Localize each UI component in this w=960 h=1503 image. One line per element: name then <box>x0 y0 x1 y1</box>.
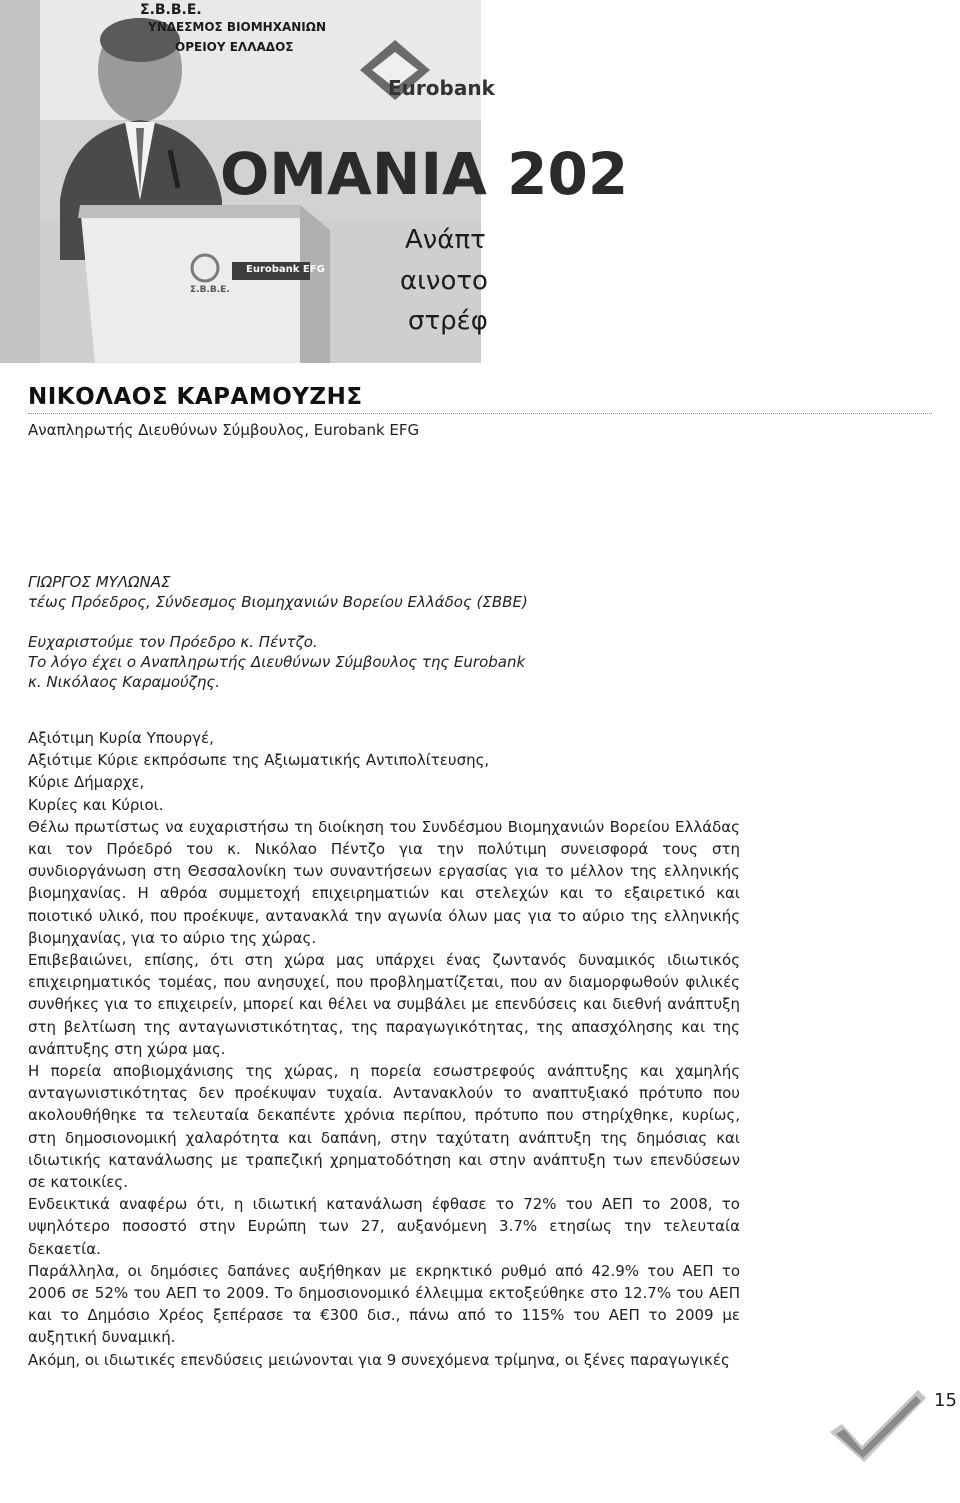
speaker-name: ΝΙΚΟΛΑΟΣ ΚΑΡΑΜΟΥΖΗΣ <box>28 384 363 410</box>
salutation-line: Κυρίες και Κύριοι. <box>28 795 164 814</box>
podium-org: Σ.Β.Β.Ε. <box>190 285 230 295</box>
chair-title: τέως Πρόεδρος, Σύνδεσμος Βιομηχανιών Βορείου Ελλάδος (ΣΒΒΕ) <box>28 593 528 611</box>
salutation-line: Κύριε Δήμαρχε, <box>28 773 145 792</box>
banner-org-abbrev: Σ.Β.Β.Ε. <box>140 2 202 18</box>
speech-paragraph: Θέλω πρωτίστως να ευχαριστήσω τη διοίκηση του Συνδέσμου Βιομηχανιών Βορείου Ελλάδας και τον Πρόεδρό του κ. Νικόλαο Πέντζο για την πολύτιμη συνεισφορά τους στη συνδιοργάνωση στη Θεσσαλονίκη των συναντήσεων εργασίας για το μέλλον της ελληνικής βιομηχανίας. Η αθρόα συμμετοχή επιχειρηματιών και στελεχών και το εξαιρετικό και ποιοτικό υλικό, που προέκυψε, αντανακλά την αγωνία όλων μας για το αύριο της ελληνικής βιομηχανίας, για το αύριο της χώρας. <box>28 817 740 947</box>
speech-paragraph: Η πορεία αποβιομχάνισης της χώρας, η πορεία εσωστρεφούς ανάπτυξης και χαμηλής ανταγωνιστικότητας δεν προέκυψαν τυχαία. Αντανακλούν το αναπτυξιακό πρότυπο που ακολουθήθηκε τα τελευταία δεκαπέντε χρόνια περίπου, πρότυπο που στηρίχθηκε, κυρίως, στη δημοσιονομική χαλαρότητα και δαπάνη, στην ταχύτατη ανάπτυξη της δημόσιας και ιδιωτικής κατανάλωσης με τραπεζική χρηματοδότηση και στην ανάπτυξη των επενδύσεων σε κατοικίες. <box>28 1062 740 1192</box>
speech-paragraph: Παράλληλα, οι δημόσιες δαπάνες αυξήθηκαν με εκρηκτικό ρυθμό από 42.9% του ΑΕΠ το 2006 σε 52% του ΑΕΠ το 2009. Το δημοσιονομικό έλλειμμα εκτοξεύθηκε στο 12.7% του ΑΕΠ και το Δημόσιο Χρέος ξεπέρασε τα €300 δισ., πάνω από το 115% του ΑΕΠ το 2009 με αυξητική δυναμική. <box>28 1261 740 1347</box>
speech-paragraph: Ακόμη, οι ιδιωτικές επενδύσεις μειώνονται για 9 συνεχόμενα τρίμηνα, οι ξένες παραγωγικές <box>28 1350 730 1369</box>
speech-paragraph: Επιβεβαιώνει, επίσης, ότι στη χώρα μας υπάρχει ένας ζωντανός δυναμικός ιδιωτικός επιχειρηματικός τομέας, που ανησυχεί, που προβληματίζεται, που αν διαμορφωθούν φιλικές συνθήκες για το επιχειρείν, μπορεί και θέλει να συμβάλει με επενδύσεις και διεθνή ανάπτυξη στη βελτίωση της ανταγωνιστικότητας, της παραγωγικότητας, της απασχόλησης και της ανάπτυξης στη χώρα μας. <box>28 951 740 1058</box>
banner-slogan-line: αινοτο <box>400 266 488 296</box>
banner-org-line: ΥΝΔΕΣΜΟΣ ΒΙΟΜΗΧΑΝΙΩΝ <box>148 20 327 34</box>
salutation <box>28 727 740 816</box>
podium-sponsor: Eurobank EFG <box>246 264 325 275</box>
banner-org-line: ΟΡΕΙΟΥ ΕΛΛΑΔΟΣ <box>175 40 294 54</box>
intro-line: κ. Νικόλαος Καραμούζης. <box>28 673 220 691</box>
salutation-line: Αξιότιμη Κυρία Υπουργέ, <box>28 729 214 747</box>
speech-body <box>28 727 740 1371</box>
speech-paragraph: Ενδεικτικά αναφέρω ότι, η ιδιωτική κατανάλωση έφθασε το 72% του ΑΕΠ το 2008, το υψηλότερο ποσοστό στην Ευρώπη των 27, αυξανόμενη 3.7% ετησίως την τελευταία δεκαετία. <box>28 1195 740 1258</box>
banner-slogan-line: στρέφ <box>408 306 488 336</box>
header-divider <box>28 413 932 414</box>
intro-line: Το λόγο έχει ο Αναπληρωτής Διευθύνων Σύμβουλος της Eurobank <box>28 653 526 671</box>
banner-slogan-line: Ανάπτ <box>405 225 486 255</box>
chair-intro <box>28 572 748 692</box>
page-number: 15 <box>934 1390 957 1411</box>
speaker-photo <box>0 0 629 363</box>
speaker-header <box>28 383 932 440</box>
banner-event-title: ΟΜΑΝΙΑ 202 <box>220 140 629 208</box>
banner-sponsor: Eurobank <box>388 76 495 100</box>
intro-line: Ευχαριστούμε τον Πρόεδρο κ. Πέντζο. <box>28 633 318 651</box>
speaker-role: Αναπληρωτής Διευθύνων Σύμβουλος, Eurobank EFG <box>28 421 420 439</box>
salutation-line: Αξιότιμε Κύριε εκπρόσωπε της Αξιωματικής Αντιπολίτευσης, <box>28 751 490 770</box>
checkmark-icon <box>822 1380 932 1470</box>
chair-name: ΓΙΩΡΓΟΣ ΜΥΛΩΝΑΣ <box>28 573 171 591</box>
